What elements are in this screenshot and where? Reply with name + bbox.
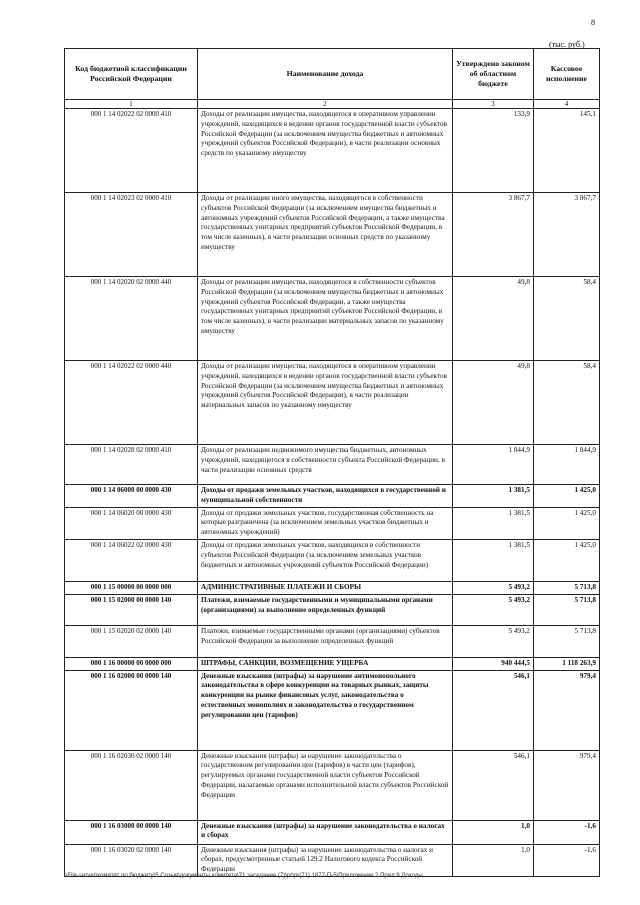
table-row: [65, 193, 600, 277]
row-code: 000 1 14 06022 02 0000 430: [65, 539, 198, 581]
row-approved: 1 844,9: [453, 445, 534, 485]
row-name: АДМИНИСТРАТИВНЫЕ ПЛАТЕЖИ И СБОРЫ: [198, 581, 453, 594]
row-name: ШТРАФЫ, САНКЦИИ, ВОЗМЕЩЕНИЕ УЩЕРБА: [198, 657, 453, 670]
row-executed: 145,1: [534, 109, 600, 193]
page-number: 8: [591, 18, 595, 27]
row-code: 000 1 14 06020 00 0000 430: [65, 507, 198, 539]
row-code: 000 1 16 03020 02 0000 140: [65, 844, 198, 876]
table-row: [65, 109, 600, 193]
row-approved: 5 493,2: [453, 581, 534, 594]
row-approved: 1 381,5: [453, 485, 534, 508]
table-row: [65, 844, 600, 876]
row-code: 000 1 14 06000 00 0000 430: [65, 485, 198, 508]
row-executed: -1,6: [534, 844, 600, 876]
row-executed: 1 425,0: [534, 539, 600, 581]
file-path-footer: \\File-server\комитет по бюджету\5 Созыв\документы комитета\71 заседание (7)\pr\pr(71) 1877-П-5\Приложение 2 Прил 9 Доходы: [64, 873, 423, 879]
table-row: [65, 507, 600, 539]
row-code: 000 1 16 02030 02 0000 140: [65, 750, 198, 820]
row-code: 000 1 16 02000 00 0000 140: [65, 670, 198, 750]
row-approved: 1 381,5: [453, 507, 534, 539]
row-code: 000 1 15 00000 00 0000 000: [65, 581, 198, 594]
column-number-4: 4: [534, 100, 600, 109]
row-approved: 546,1: [453, 670, 534, 750]
row-code: 000 1 14 02023 02 0000 410: [65, 193, 198, 277]
row-executed: 5 713,8: [534, 594, 600, 625]
revenue-table: [64, 48, 600, 877]
row-approved: 546,1: [453, 750, 534, 820]
row-code: 000 1 15 02020 02 0000 140: [65, 625, 198, 657]
row-name: Доходы от продажи земельных участков, находящихся в государственной и муниципальной собственности: [198, 485, 453, 508]
row-approved: 5 493,2: [453, 594, 534, 625]
row-approved: 1 381,5: [453, 539, 534, 581]
row-code: 000 1 16 03000 00 0000 140: [65, 820, 198, 844]
row-approved: 1,0: [453, 844, 534, 876]
row-name: Доходы от продажи земельных участков, находящихся в собственности субъектов Российской Федерации (за исключением земельных участков бюджетных и автономных учреждений субъектов Российской Федерации): [198, 539, 453, 581]
row-executed: 58,4: [534, 277, 600, 361]
row-approved: 3 867,7: [453, 193, 534, 277]
column-number-1: 1: [65, 100, 198, 109]
column-number-3: 3: [453, 100, 534, 109]
row-executed: 1 844,9: [534, 445, 600, 485]
row-code: 000 1 14 02022 02 0000 440: [65, 361, 198, 445]
row-executed: 5 713,8: [534, 625, 600, 657]
header-code: Код бюджетной классификации Российской Федерации: [65, 49, 198, 100]
row-executed: 1 118 263,9: [534, 657, 600, 670]
row-approved: 49,8: [453, 361, 534, 445]
header-name: Наименование дохода: [198, 49, 453, 100]
table-row: [65, 277, 600, 361]
row-code: 000 1 14 02022 02 0000 410: [65, 109, 198, 193]
row-approved: 133,9: [453, 109, 534, 193]
table-row: [65, 445, 600, 485]
table-body: [65, 109, 600, 877]
row-executed: 5 713,8: [534, 581, 600, 594]
row-name: Денежные взыскания (штрафы) за нарушение законодательства о налогах и сборах, предусмотренные статьей 129.2 Налогового кодекса Российской Федерации: [198, 844, 453, 876]
row-code: 000 1 15 02000 00 0000 140: [65, 594, 198, 625]
row-name: Платежи, взимаемые государственными и муниципальными органами (организациями) за выполнение определенных функций: [198, 594, 453, 625]
row-approved: 49,8: [453, 277, 534, 361]
header-executed: Кассовое исполнение: [534, 49, 600, 100]
row-executed: 1 425,0: [534, 507, 600, 539]
row-name: Платежи, взимаемые государственными органами (организациями) субъектов Российской Федерации за выполнение определенных функций: [198, 625, 453, 657]
row-name: Денежные взыскания (штрафы) за нарушение законодательства о государственном регулировании цен (тарифов) в части цен (тарифов), регулируемых органами государственной власти субъектов Российской Федерации, налагаемые органами исполнительной власти субъектов Российской Федерации: [198, 750, 453, 820]
row-code: 000 1 14 02028 02 0000 410: [65, 445, 198, 485]
column-number-2: 2: [198, 100, 453, 109]
row-name: Доходы от реализации имущества, находящегося в оперативном управлении учреждений, находящихся в ведении органов государственной власти субъектов Российской Федерации (за исключением имущества бюджетных и автономных учреждений субъектов Российской Федерации), в части реализации основных средств по указанному имуществу: [198, 109, 453, 193]
table-row: [65, 750, 600, 820]
row-name: Доходы от реализации иного имущества, находящегося в собственности субъектов Российской Федерации (за исключением имущества бюджетных и автономных учреждений субъектов Российской Федерации, а также имущества государственных унитарных предприятий субъектов Российской Федерации, в том числе казенных), в части реализации основных средств по указанному имуществу: [198, 193, 453, 277]
row-executed: 58,4: [534, 361, 600, 445]
table-row: [65, 670, 600, 750]
row-name: Денежные взыскания (штрафы) за нарушение законодательства о налогах и сборах: [198, 820, 453, 844]
table-row: [65, 539, 600, 581]
row-approved: 940 444,5: [453, 657, 534, 670]
row-code: 000 1 16 00000 00 0000 000: [65, 657, 198, 670]
row-approved: 5 493,2: [453, 625, 534, 657]
row-name: Доходы от реализации имущества, находящегося в собственности субъектов Российской Федерации (за исключением имущества бюджетных и автономных учреждений субъектов Российской Федерации, а также имущества государственных унитарных предприятий субъектов Российской Федерации, в том числе казенных), в части реализации материальных запасов по указанному имуществу: [198, 277, 453, 361]
header-approved: Утверждено законом об областном бюджете: [453, 49, 534, 100]
table-row: [65, 485, 600, 508]
row-approved: 1,0: [453, 820, 534, 844]
table-row: [65, 657, 600, 670]
row-name: Денежные взыскания (штрафы) за нарушение антимонопольного законодательства в сфере конкуренции на товарных рынках, защиты конкуренции на рынке финансовых услуг, законодательства о естественных монополиях и законодательства о государственном регулировании цен (тарифов): [198, 670, 453, 750]
row-name: Доходы от реализации имущества, находящегося в оперативном управлении учреждений, находящихся в ведении органов государственной власти субъектов Российской Федерации (за исключением имущества бюджетных и автономных учреждений субъектов Российской Федерации), в части реализации материальных запасов по указанному имуществу: [198, 361, 453, 445]
row-executed: -1,6: [534, 820, 600, 844]
table-row: [65, 594, 600, 625]
table-row: [65, 361, 600, 445]
row-code: 000 1 14 02020 02 0000 440: [65, 277, 198, 361]
row-executed: 3 867,7: [534, 193, 600, 277]
row-name: Доходы от реализации недвижимого имущества бюджетных, автономных учреждений, находящегося в собственности субъекта Российской Федерации, в части реализации основных средств: [198, 445, 453, 485]
table-row: [65, 820, 600, 844]
table-row: [65, 581, 600, 594]
row-name: Доходы от продажи земельных участков, государственная собственность на которые разграничена (за исключением земельных участков бюджетных и автономных учреждений): [198, 507, 453, 539]
row-executed: 1 425,0: [534, 485, 600, 508]
table-row: [65, 625, 600, 657]
units-label: (тыс. руб.): [549, 40, 585, 49]
row-executed: 979,4: [534, 670, 600, 750]
row-executed: 979,4: [534, 750, 600, 820]
